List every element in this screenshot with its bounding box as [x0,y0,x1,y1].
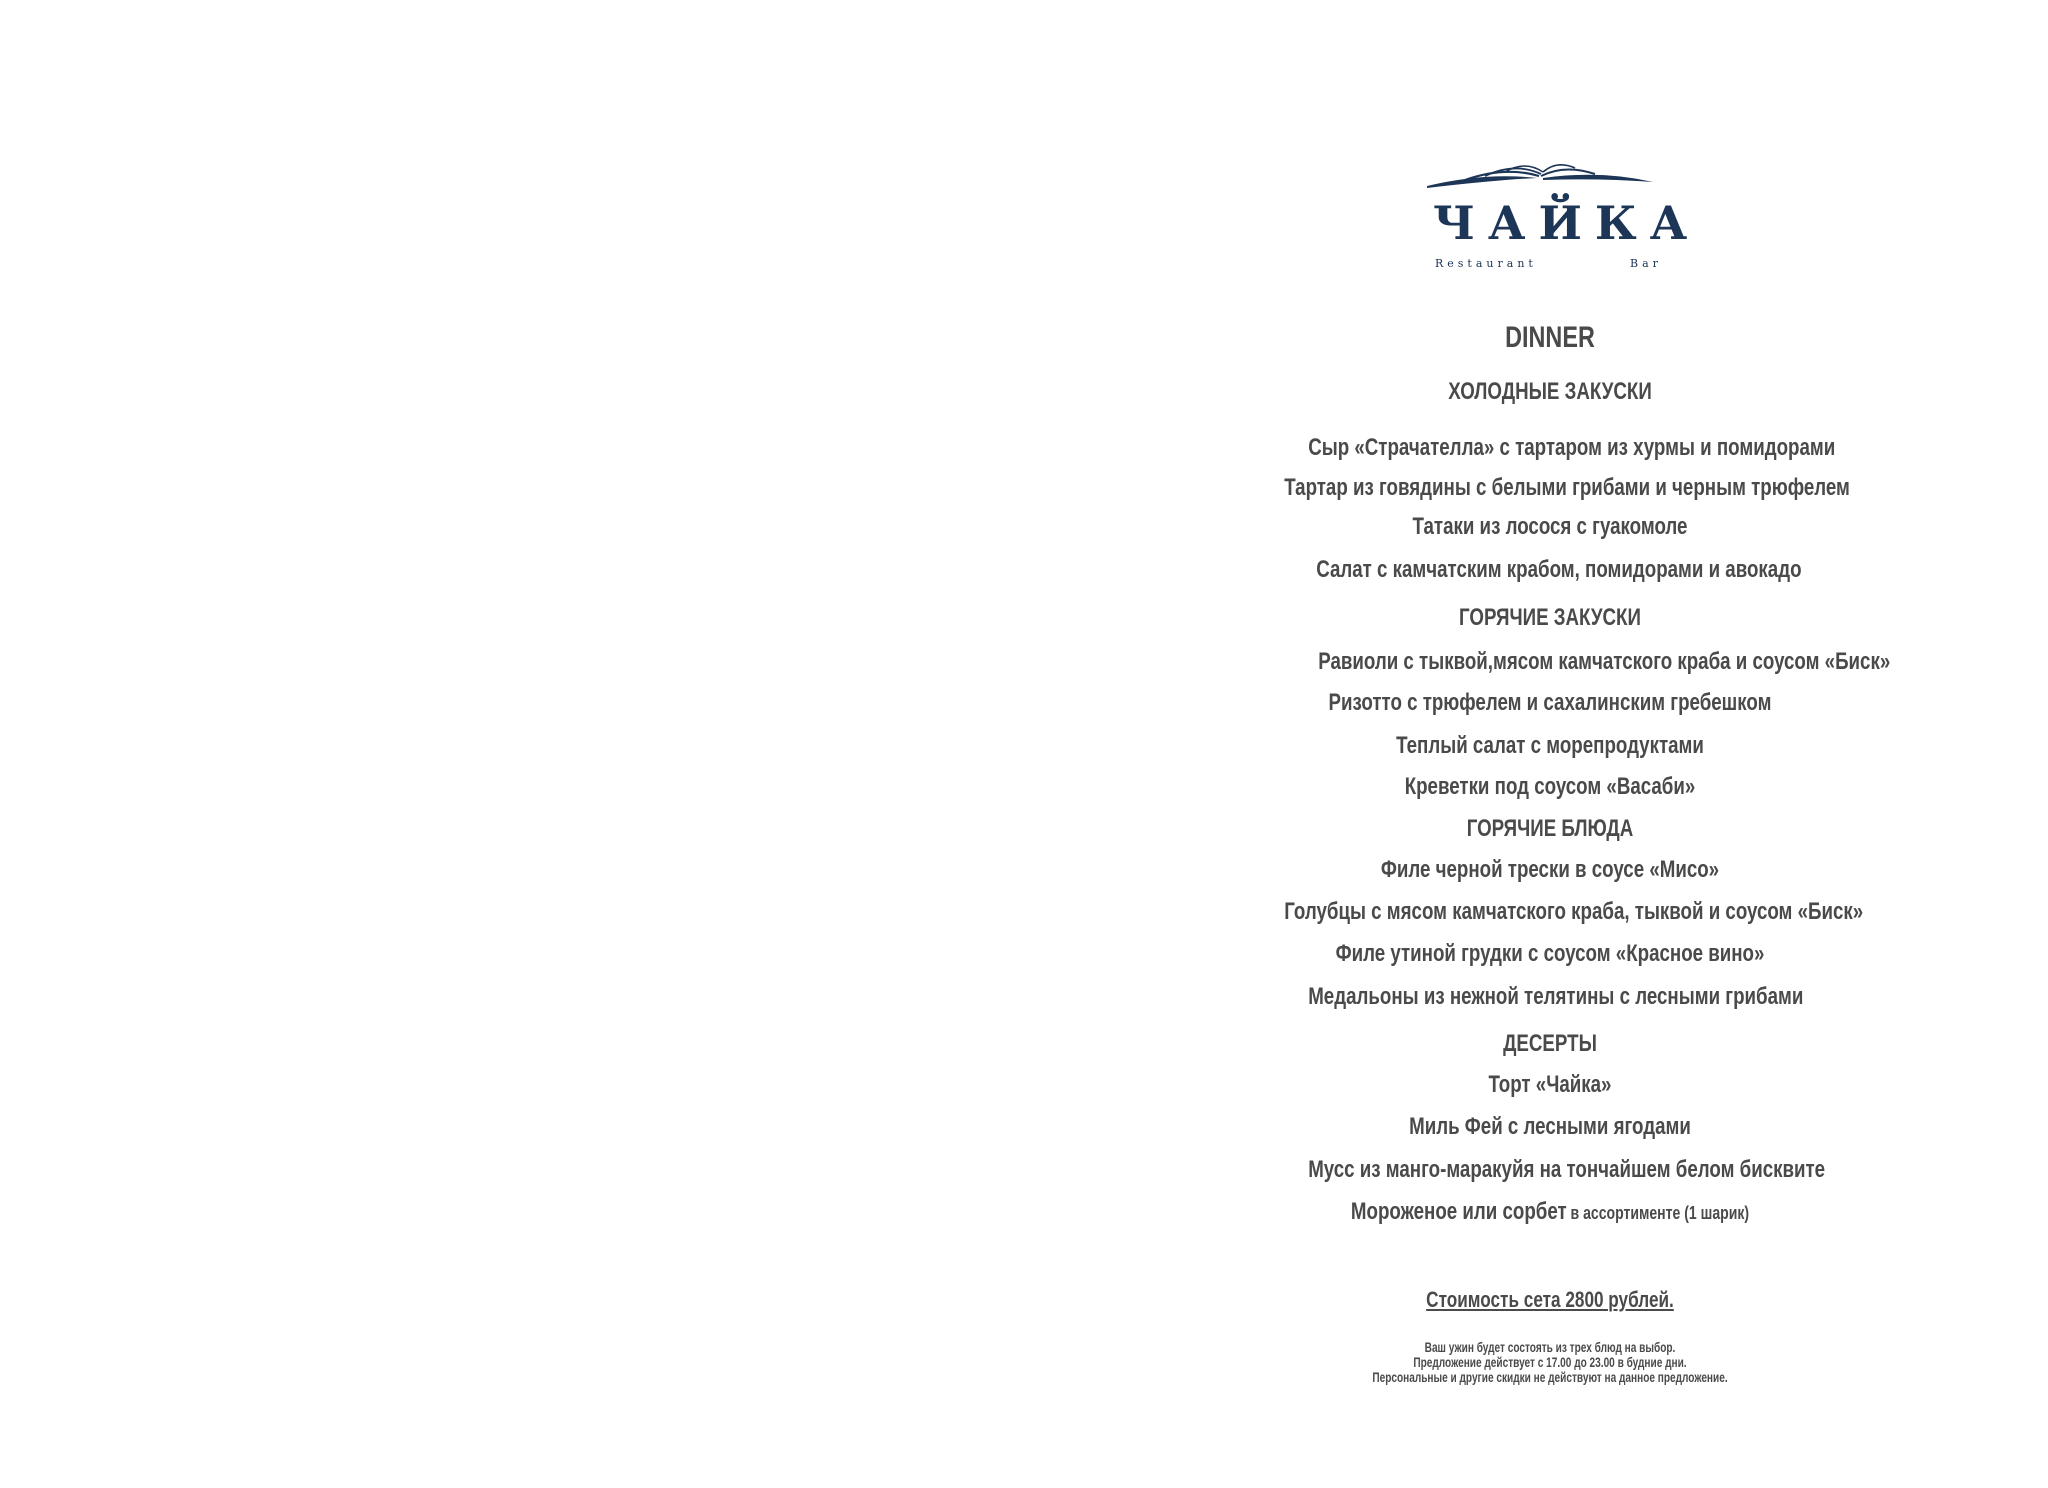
logo-wordmark: ЧАЙКА [1433,196,1701,250]
menu-item: Теплый салат с морепродуктами [1396,732,1704,759]
menu-item-main: Мороженое или сорбет [1350,1198,1567,1225]
seagull-wings-icon [1425,158,1655,198]
menu-item: Тартар из говядины с белыми грибами и черным трюфелем [1284,474,1850,501]
set-price: Стоимость сета 2800 рублей. [1426,1287,1674,1312]
section-heading-hot-appetizers: ГОРЯЧИЕ ЗАКУСКИ [1459,604,1641,631]
section-heading-cold-appetizers: ХОЛОДНЫЕ ЗАКУСКИ [1448,378,1652,405]
menu-item: Филе черной трески в соусе «Мисо» [1380,856,1720,883]
footnote-line: Ваш ужин будет состоять из трех блюд на выбор. [1424,1339,1676,1355]
menu-item: Татаки из лосося с гуакомоле [1412,513,1688,540]
section-heading-hot-dishes: ГОРЯЧИЕ БЛЮДА [1466,815,1634,842]
menu-item: Филе утиной грудки с соусом «Красное вино» [1335,940,1765,967]
footnote-line: Предложение действует с 17.00 до 23.00 в будние дни. [1413,1354,1687,1370]
menu-item: Креветки под соусом «Васаби» [1404,773,1696,800]
menu-item: Равиоли с тыквой,мясом камчатского краба и соусом «Биск» [1318,648,1891,675]
menu-title: DINNER [1505,321,1595,354]
menu-item: Голубцы с мясом камчатского краба, тыквой и соусом «Биск» [1284,898,1864,925]
menu-item: Салат с камчатским крабом, помидорами и авокадо [1316,556,1802,583]
menu-item: Сыр «Страчателла» с тартаром из хурмы и помидорами [1308,434,1836,461]
section-heading-desserts: ДЕСЕРТЫ [1503,1030,1597,1057]
footnote-line: Персональные и другие скидки не действуют на данное предложение. [1372,1369,1728,1385]
logo-subtitle-restaurant: Restaurant [1435,257,1537,270]
menu-item: Мусс из манго-маракуйя на тончайшем белом бисквите [1308,1156,1826,1183]
menu-item-suffix: в ассортименте (1 шарик) [1566,1203,1750,1223]
menu-item: Миль Фей с лесными ягодами [1409,1113,1691,1140]
restaurant-logo [1425,158,1701,278]
logo-subtitle-bar: Bar [1630,257,1662,270]
menu-item-ice-cream [1308,1200,1792,1224]
menu-page [1240,0,1891,1488]
menu-item: Торт «Чайка» [1488,1071,1612,1098]
menu-item: Медальоны из нежной телятины с лесными грибами [1308,983,1804,1010]
menu-item: Ризотто с трюфелем и сахалинским гребешком [1328,689,1772,716]
